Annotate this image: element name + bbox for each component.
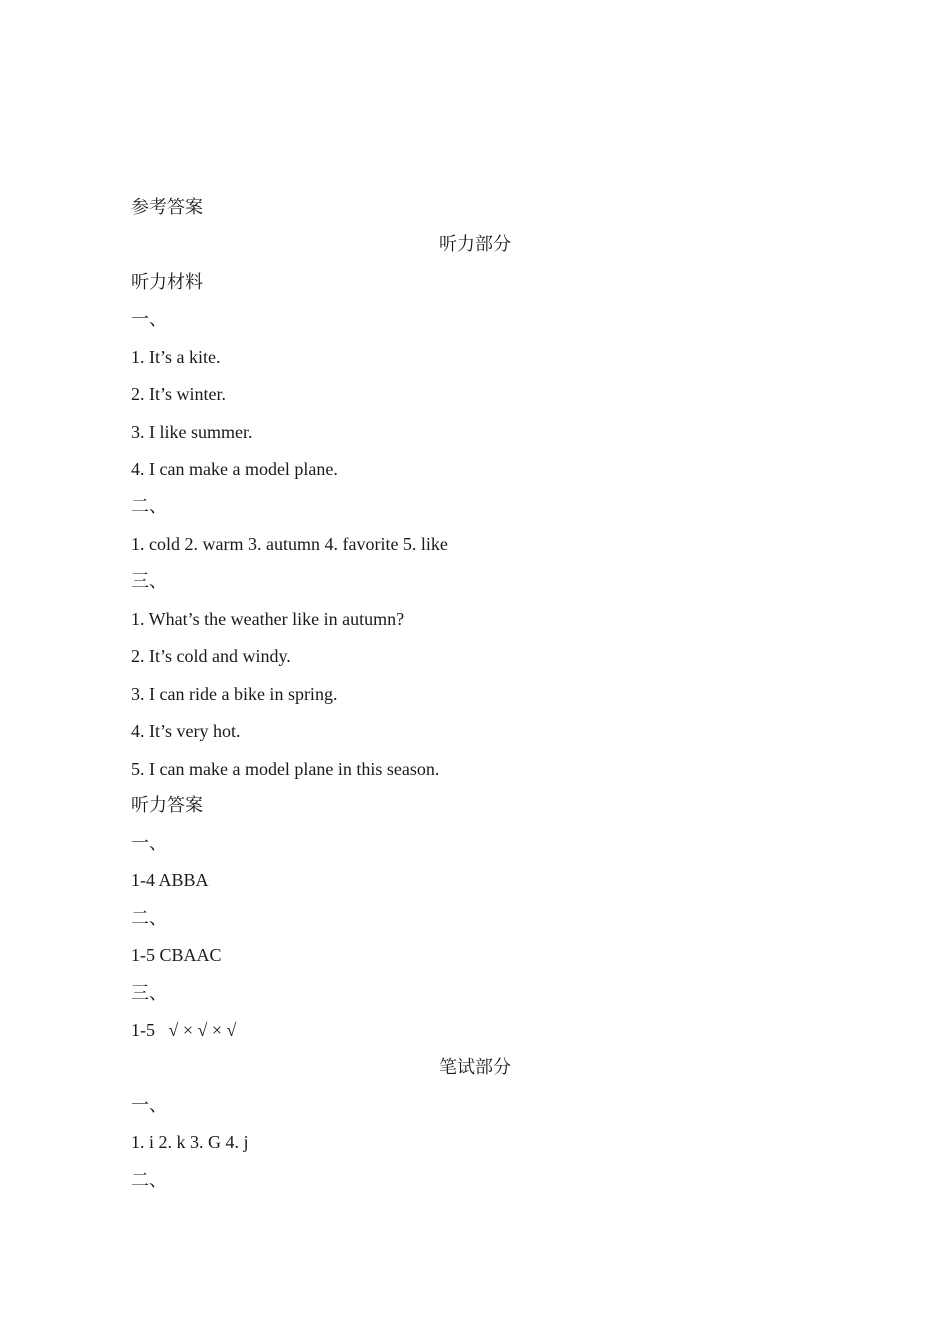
written-part2-label: 二、 — [131, 1170, 167, 1190]
material-part1-label: 一、 — [131, 309, 167, 329]
material-part1-item: 2. It’s winter. — [131, 384, 226, 404]
material-part2-line: 1. cold 2. warm 3. autumn 4. favorite 5. like — [131, 534, 448, 554]
material-part3-item: 3. I can ride a bike in spring. — [131, 684, 338, 704]
written-part1-label: 一、 — [131, 1095, 167, 1115]
answers-part1-label: 一、 — [131, 833, 167, 853]
material-part3-item: 2. It’s cold and windy. — [131, 646, 291, 666]
written-section-heading: 笔试部分 — [439, 1057, 511, 1077]
material-part3-item: 4. It’s very hot. — [131, 721, 241, 741]
answers-part2-label: 二、 — [131, 908, 167, 928]
answers-part2-line: 1-5 CBAAC — [131, 945, 222, 965]
listening-section-heading: 听力部分 — [439, 234, 511, 254]
material-part3-label: 三、 — [131, 571, 167, 591]
material-part1-item: 1. It’s a kite. — [131, 347, 221, 367]
listening-answers-label: 听力答案 — [131, 795, 203, 815]
answers-part3-label: 三、 — [131, 983, 167, 1003]
material-part1-item: 4. I can make a model plane. — [131, 459, 338, 479]
material-part1-item: 3. I like summer. — [131, 422, 253, 442]
material-part3-item: 1. What’s the weather like in autumn? — [131, 609, 405, 629]
material-part3-item: 5. I can make a model plane in this season. — [131, 759, 440, 779]
written-part1-line: 1. i 2. k 3. G 4. j — [131, 1132, 249, 1152]
answers-part3-line: 1-5 √ × √ × √ — [131, 1020, 237, 1040]
document-title: 参考答案 — [131, 197, 203, 217]
answers-part1-line: 1-4 ABBA — [131, 870, 209, 890]
material-part2-label: 二、 — [131, 496, 167, 516]
listening-material-label: 听力材料 — [131, 272, 203, 292]
